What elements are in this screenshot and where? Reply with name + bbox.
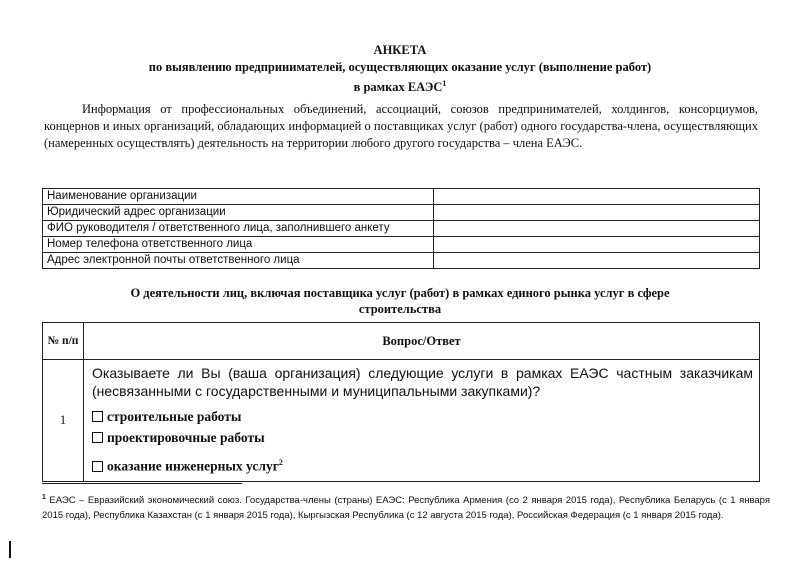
section-title-line2: строительства xyxy=(358,302,442,316)
intro-paragraph xyxy=(44,101,758,152)
form-title: АНКЕТА xyxy=(373,43,427,57)
table-row xyxy=(43,360,760,482)
option-label: оказание инженерных услуг xyxy=(107,458,279,474)
legal-address-field[interactable] xyxy=(434,205,760,221)
footnote-text: ЕАЭС – Евразийский экономический союз. Государства-члены (страны) ЕАЭС: Республика Армения (со 2 января 2015 года), Республика Беларусь (с 1 января 2015 года), Республика Казахстан (с 1 января 2015 года), Кыргызская Республика (с 12 августа 2015 года), Российская Федерация (с 1 января 2015 года). xyxy=(42,495,771,522)
question-cell xyxy=(84,360,760,482)
footnote-divider xyxy=(42,483,242,484)
footnote xyxy=(42,490,770,523)
option-design-works[interactable] xyxy=(92,429,753,446)
intro-text: Информация от профессиональных объединений, ассоциаций, союзов предпринимателей, холдингов, консорциумов, концернов и иных организаций, обладающих информацией о поставщиках услуг (работ) одного государства-члена, осуществляющих (намеренных осуществлять) деятельность на территории любого другого государства – члена ЕАЭС. xyxy=(44,102,758,150)
question-column-header: Вопрос/Ответ xyxy=(84,323,760,360)
form-subtitle-text: в рамках ЕАЭС xyxy=(353,80,443,95)
email-label: Адрес электронной почты ответственного лица xyxy=(43,253,434,269)
question-number: 1 xyxy=(43,360,84,482)
footnote-marker: 1 xyxy=(42,494,46,501)
org-name-label: Наименование организации xyxy=(43,189,434,205)
table-header-row xyxy=(43,323,760,360)
option-label: строительные работы xyxy=(107,409,242,424)
checkbox-icon[interactable] xyxy=(92,411,103,422)
organization-info-table xyxy=(42,188,760,269)
legal-address-label: Юридический адрес организации xyxy=(43,205,434,221)
option-engineering-services[interactable] xyxy=(92,454,753,475)
footnote-ref-2: 2 xyxy=(278,458,283,467)
option-label: проектировочные работы xyxy=(107,430,265,445)
section-title-line1: О деятельности лиц, включая поставщика услуг (работ) в рамках единого рынка услуг в сфере xyxy=(130,286,670,300)
table-row xyxy=(43,189,760,205)
form-subtitle-line2 xyxy=(0,76,800,95)
table-row xyxy=(43,237,760,253)
checkbox-icon[interactable] xyxy=(92,461,103,472)
org-name-field[interactable] xyxy=(434,189,760,205)
table-row xyxy=(43,221,760,237)
footnote-ref-1: 1 xyxy=(442,79,447,88)
form-subtitle-line1: по выявлению предпринимателей, осуществляющих оказание услуг (выполнение работ) xyxy=(148,60,652,74)
text-cursor xyxy=(9,541,11,558)
phone-field[interactable] xyxy=(434,237,760,253)
table-row xyxy=(43,253,760,269)
table-row xyxy=(43,205,760,221)
option-construction-works[interactable] xyxy=(92,408,753,425)
question-text: Оказываете ли Вы (ваша организация) следующие услуги в рамках ЕАЭС частным заказчикам (несвязанными с государственными и муниципальными закупками)? xyxy=(92,365,753,399)
phone-label: Номер телефона ответственного лица xyxy=(43,237,434,253)
checkbox-icon[interactable] xyxy=(92,432,103,443)
manager-name-label: ФИО руководителя / ответственного лица, заполнившего анкету xyxy=(43,221,434,237)
number-column-header: № п/п xyxy=(43,323,84,360)
question-table xyxy=(42,322,760,482)
email-field[interactable] xyxy=(434,253,760,269)
manager-name-field[interactable] xyxy=(434,221,760,237)
